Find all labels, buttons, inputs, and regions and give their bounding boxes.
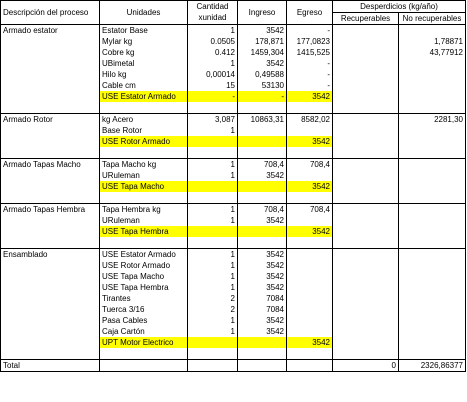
unit-cell: USE Tapa Hembra: [100, 226, 188, 237]
qty-cell: 1: [188, 315, 238, 326]
spacer-row: [1, 348, 466, 360]
process-name-cell: Ensamblado: [1, 249, 100, 261]
empty-cell: [238, 237, 287, 249]
qty-cell: [188, 337, 238, 348]
qty-cell: 0.412: [188, 47, 238, 58]
ingreso-cell: 3542: [238, 271, 287, 282]
process-name-cell: Armado Tapas Macho: [1, 159, 100, 171]
ingreso-cell: 7084: [238, 304, 287, 315]
egreso-cell: 708,4: [287, 204, 333, 216]
process-name-cell: Armado Rotor: [1, 114, 100, 126]
table-row: [1, 181, 466, 192]
no-recuperables-cell: [399, 69, 466, 80]
unit-cell: Cable cm: [100, 80, 188, 91]
empty-cell: [1, 337, 100, 348]
egreso-cell: 3542: [287, 136, 333, 147]
table-row: [1, 69, 466, 80]
recuperables-cell: [333, 337, 399, 348]
qty-cell: 15: [188, 80, 238, 91]
egreso-cell: [287, 249, 333, 261]
ingreso-cell: 3542: [238, 326, 287, 337]
qty-cell: 1: [188, 326, 238, 337]
unit-cell: USE Rotor Armado: [100, 136, 188, 147]
qty-cell: 0.0505: [188, 36, 238, 47]
no-recuperables-cell: [399, 125, 466, 136]
qty-cell: 3,087: [188, 114, 238, 126]
ingreso-cell: 7084: [238, 293, 287, 304]
qty-cell: 1: [188, 204, 238, 216]
empty-cell: [238, 102, 287, 114]
empty-cell: [287, 348, 333, 360]
no-recuperables-cell: [399, 293, 466, 304]
ingreso-cell: 178,871: [238, 36, 287, 47]
ingreso-cell: [238, 125, 287, 136]
table-row: [1, 271, 466, 282]
ingreso-cell: 0,49588: [238, 69, 287, 80]
qty-cell: 1: [188, 125, 238, 136]
unit-cell: Base Rotor: [100, 125, 188, 136]
empty-cell: [238, 147, 287, 159]
empty-cell: [399, 237, 466, 249]
recuperables-cell: [333, 170, 399, 181]
recuperables-cell: [333, 47, 399, 58]
header-cantidad: Cantidad: [188, 1, 238, 13]
spacer-row: [1, 102, 466, 114]
recuperables-cell: [333, 58, 399, 69]
recuperables-cell: [333, 293, 399, 304]
empty-cell: [1, 237, 100, 249]
table-row: [1, 260, 466, 271]
egreso-cell: 177,0823: [287, 36, 333, 47]
empty-cell: [287, 360, 333, 372]
empty-cell: [333, 102, 399, 114]
recuperables-cell: [333, 304, 399, 315]
qty-cell: 1: [188, 282, 238, 293]
table-row: [1, 293, 466, 304]
empty-cell: [188, 102, 238, 114]
egreso-cell: 3542: [287, 91, 333, 102]
empty-cell: [1, 181, 100, 192]
no-recuperables-cell: 43,77912: [399, 47, 466, 58]
table-row: [1, 304, 466, 315]
empty-cell: [1, 47, 100, 58]
recuperables-cell: [333, 271, 399, 282]
unit-cell: Tuerca 3/16: [100, 304, 188, 315]
no-recuperables-cell: [399, 337, 466, 348]
empty-cell: [238, 348, 287, 360]
spacer-row: [1, 192, 466, 204]
empty-cell: [1, 125, 100, 136]
header-ingreso: Ingreso: [238, 1, 287, 25]
empty-cell: [1, 293, 100, 304]
no-recuperables-cell: [399, 181, 466, 192]
process-table-body: [1, 1, 466, 372]
empty-cell: [1, 260, 100, 271]
table-row: [1, 36, 466, 47]
recuperables-cell: [333, 282, 399, 293]
egreso-cell: [287, 315, 333, 326]
ingreso-cell: 53130: [238, 80, 287, 91]
empty-cell: [1, 80, 100, 91]
process-name-cell: Armado estator: [1, 25, 100, 37]
qty-cell: 2: [188, 304, 238, 315]
unit-cell: Tapa Hembra kg: [100, 204, 188, 216]
recuperables-cell: [333, 249, 399, 261]
no-recuperables-cell: [399, 80, 466, 91]
empty-cell: [399, 192, 466, 204]
header-egreso: Egreso: [287, 1, 333, 25]
empty-cell: [333, 348, 399, 360]
empty-cell: [287, 237, 333, 249]
no-recuperables-cell: [399, 260, 466, 271]
recuperables-cell: [333, 36, 399, 47]
qty-cell: 1: [188, 170, 238, 181]
total-label: Total: [1, 360, 100, 372]
no-recuperables-cell: [399, 136, 466, 147]
no-recuperables-cell: [399, 204, 466, 216]
no-recuperables-cell: [399, 159, 466, 171]
empty-cell: [100, 360, 188, 372]
empty-cell: [238, 360, 287, 372]
qty-cell: 1: [188, 215, 238, 226]
total-row: [1, 360, 466, 372]
table-row: [1, 25, 466, 37]
table-row: [1, 125, 466, 136]
empty-cell: [188, 360, 238, 372]
unit-cell: Pasa Cables: [100, 315, 188, 326]
no-recuperables-cell: [399, 315, 466, 326]
qty-cell: 1: [188, 249, 238, 261]
ingreso-cell: 3542: [238, 260, 287, 271]
ingreso-cell: 3542: [238, 170, 287, 181]
table-row: [1, 204, 466, 216]
no-recuperables-cell: [399, 304, 466, 315]
total-no-recuperables: 2326,86377: [399, 360, 466, 372]
empty-cell: [100, 237, 188, 249]
total-recuperables: 0: [333, 360, 399, 372]
qty-cell: 1: [188, 58, 238, 69]
header-row-1: [1, 1, 466, 13]
empty-cell: [1, 348, 100, 360]
table-row: [1, 170, 466, 181]
recuperables-cell: [333, 125, 399, 136]
ingreso-cell: [238, 226, 287, 237]
empty-cell: [188, 192, 238, 204]
unit-cell: Cobre kg: [100, 47, 188, 58]
unit-cell: kg Acero: [100, 114, 188, 126]
header-descripcion: Descripción del proceso: [1, 1, 100, 25]
empty-cell: [188, 348, 238, 360]
egreso-cell: [287, 170, 333, 181]
empty-cell: [333, 147, 399, 159]
ingreso-cell: 3542: [238, 282, 287, 293]
ingreso-cell: [238, 337, 287, 348]
unit-cell: Mylar kg: [100, 36, 188, 47]
table-row: [1, 159, 466, 171]
ingreso-cell: -: [238, 91, 287, 102]
no-recuperables-cell: 2281,30: [399, 114, 466, 126]
empty-cell: [287, 192, 333, 204]
no-recuperables-cell: 1,78871: [399, 36, 466, 47]
no-recuperables-cell: [399, 91, 466, 102]
no-recuperables-cell: [399, 170, 466, 181]
table-row: [1, 226, 466, 237]
qty-cell: 1: [188, 271, 238, 282]
empty-cell: [188, 237, 238, 249]
egreso-cell: 3542: [287, 181, 333, 192]
egreso-cell: [287, 271, 333, 282]
unit-cell: Caja Cartón: [100, 326, 188, 337]
recuperables-cell: [333, 91, 399, 102]
table-row: [1, 58, 466, 69]
egreso-cell: [287, 304, 333, 315]
header-unidades: Unidades: [100, 1, 188, 25]
unit-cell: UBimetal: [100, 58, 188, 69]
unit-cell: Estator Base: [100, 25, 188, 37]
empty-cell: [399, 147, 466, 159]
empty-cell: [1, 170, 100, 181]
empty-cell: [399, 348, 466, 360]
qty-cell: 0,00014: [188, 69, 238, 80]
recuperables-cell: [333, 215, 399, 226]
empty-cell: [1, 315, 100, 326]
no-recuperables-cell: [399, 215, 466, 226]
table-row: [1, 337, 466, 348]
empty-cell: [1, 136, 100, 147]
egreso-cell: -: [287, 25, 333, 37]
no-recuperables-cell: [399, 282, 466, 293]
qty-cell: 1: [188, 159, 238, 171]
empty-cell: [1, 215, 100, 226]
ingreso-cell: [238, 136, 287, 147]
recuperables-cell: [333, 69, 399, 80]
empty-cell: [1, 192, 100, 204]
empty-cell: [1, 304, 100, 315]
egreso-cell: [287, 215, 333, 226]
qty-cell: [188, 181, 238, 192]
empty-cell: [188, 147, 238, 159]
no-recuperables-cell: [399, 58, 466, 69]
table-row: [1, 114, 466, 126]
recuperables-cell: [333, 136, 399, 147]
recuperables-cell: [333, 25, 399, 37]
qty-cell: 2: [188, 293, 238, 304]
empty-cell: [1, 282, 100, 293]
table-row: [1, 80, 466, 91]
spacer-row: [1, 147, 466, 159]
qty-cell: [188, 136, 238, 147]
empty-cell: [100, 102, 188, 114]
empty-cell: [238, 192, 287, 204]
recuperables-cell: [333, 181, 399, 192]
empty-cell: [333, 237, 399, 249]
empty-cell: [1, 69, 100, 80]
process-name-cell: Armado Tapas Hembra: [1, 204, 100, 216]
empty-cell: [1, 36, 100, 47]
ingreso-cell: 3542: [238, 315, 287, 326]
unit-cell: URuleman: [100, 170, 188, 181]
unit-cell: Tirantes: [100, 293, 188, 304]
unit-cell: USE Estator Armado: [100, 91, 188, 102]
empty-cell: [1, 271, 100, 282]
egreso-cell: -: [287, 69, 333, 80]
table-row: [1, 249, 466, 261]
table-row: [1, 215, 466, 226]
table-row: [1, 326, 466, 337]
unit-cell: UPT Motor Electrico: [100, 337, 188, 348]
unit-cell: USE Estator Armado: [100, 249, 188, 261]
empty-cell: [1, 147, 100, 159]
recuperables-cell: [333, 159, 399, 171]
ingreso-cell: 3542: [238, 58, 287, 69]
table-row: [1, 91, 466, 102]
egreso-cell: 3542: [287, 226, 333, 237]
ingreso-cell: 1459,304: [238, 47, 287, 58]
table-row: [1, 315, 466, 326]
empty-cell: [1, 58, 100, 69]
spacer-row: [1, 237, 466, 249]
unit-cell: USE Tapa Macho: [100, 271, 188, 282]
no-recuperables-cell: [399, 25, 466, 37]
empty-cell: [1, 226, 100, 237]
egreso-cell: [287, 282, 333, 293]
empty-cell: [1, 326, 100, 337]
ingreso-cell: 708,4: [238, 159, 287, 171]
egreso-cell: 708,4: [287, 159, 333, 171]
recuperables-cell: [333, 114, 399, 126]
qty-cell: 1: [188, 25, 238, 37]
empty-cell: [100, 192, 188, 204]
unit-cell: Hilo kg: [100, 69, 188, 80]
empty-cell: [1, 91, 100, 102]
unit-cell: USE Tapa Hembra: [100, 282, 188, 293]
no-recuperables-cell: [399, 249, 466, 261]
empty-cell: [1, 102, 100, 114]
no-recuperables-cell: [399, 271, 466, 282]
qty-cell: [188, 226, 238, 237]
empty-cell: [100, 348, 188, 360]
unit-cell: USE Tapa Macho: [100, 181, 188, 192]
ingreso-cell: 708,4: [238, 204, 287, 216]
egreso-cell: [287, 125, 333, 136]
ingreso-cell: 10863,31: [238, 114, 287, 126]
recuperables-cell: [333, 315, 399, 326]
no-recuperables-cell: [399, 226, 466, 237]
ingreso-cell: [238, 181, 287, 192]
recuperables-cell: [333, 80, 399, 91]
recuperables-cell: [333, 226, 399, 237]
ingreso-cell: 3542: [238, 215, 287, 226]
qty-cell: -: [188, 91, 238, 102]
empty-cell: [399, 102, 466, 114]
unit-cell: Tapa Macho kg: [100, 159, 188, 171]
egreso-cell: 3542: [287, 337, 333, 348]
unit-cell: URuleman: [100, 215, 188, 226]
empty-cell: [100, 147, 188, 159]
egreso-cell: [287, 260, 333, 271]
empty-cell: [287, 147, 333, 159]
recuperables-cell: [333, 204, 399, 216]
egreso-cell: 8582,02: [287, 114, 333, 126]
header-no-recuperables: No recuperables: [399, 13, 466, 25]
egreso-cell: 1415,525: [287, 47, 333, 58]
qty-cell: 1: [188, 260, 238, 271]
recuperables-cell: [333, 260, 399, 271]
empty-cell: [333, 192, 399, 204]
egreso-cell: [287, 326, 333, 337]
table-row: [1, 136, 466, 147]
ingreso-cell: 3542: [238, 25, 287, 37]
no-recuperables-cell: [399, 326, 466, 337]
header-recuperables: Recuperables: [333, 13, 399, 25]
egreso-cell: [287, 293, 333, 304]
unit-cell: USE Rotor Armado: [100, 260, 188, 271]
ingreso-cell: 3542: [238, 249, 287, 261]
egreso-cell: -: [287, 80, 333, 91]
recuperables-cell: [333, 326, 399, 337]
table-row: [1, 47, 466, 58]
header-por-unidad: xunidad: [188, 13, 238, 25]
table-row: [1, 282, 466, 293]
egreso-cell: -: [287, 58, 333, 69]
empty-cell: [287, 102, 333, 114]
header-desperdicios: Desperdicios (kg/año): [333, 1, 466, 13]
